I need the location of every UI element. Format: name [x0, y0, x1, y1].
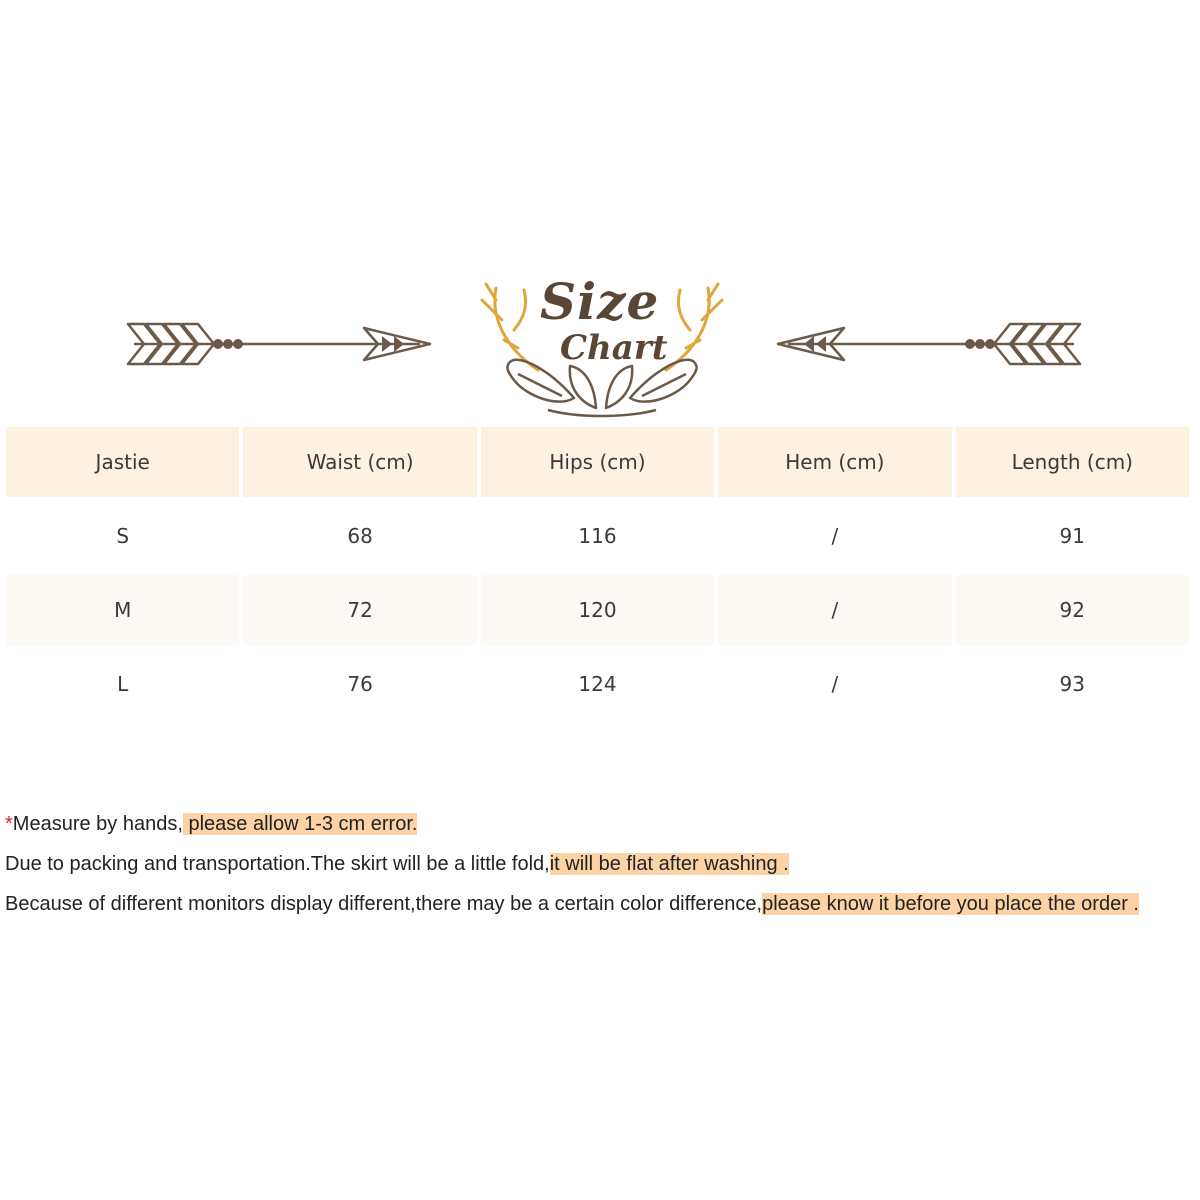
- header-waist: Waist (cm): [243, 427, 476, 497]
- cell-hem: /: [718, 575, 951, 645]
- table-row: [6, 501, 1189, 571]
- cell-hips: 124: [578, 672, 617, 696]
- header-size-label: Jastie: [6, 427, 239, 497]
- cell-hips: 116: [578, 524, 617, 548]
- cell-size: L: [117, 672, 129, 696]
- note-text: Measure by hands,: [12, 813, 183, 835]
- note-highlight: it will be flat after washing .: [549, 853, 789, 875]
- cell-waist: 72: [243, 575, 476, 645]
- table-row: [6, 649, 1189, 719]
- notes-section: [5, 810, 1195, 930]
- chart-title: Chart: [560, 328, 668, 368]
- cell-length: 93: [1059, 672, 1085, 696]
- note-packing: [5, 850, 1195, 878]
- header-length: Length (cm): [956, 427, 1189, 497]
- header-hem: Hem (cm): [718, 427, 951, 497]
- asterisk: *: [5, 813, 13, 835]
- table-header-row: [6, 427, 1189, 497]
- arrow-left-icon: [768, 314, 1088, 374]
- cell-length: 92: [956, 575, 1189, 645]
- cell-hem: /: [831, 524, 839, 548]
- note-color: [5, 890, 1195, 918]
- arrow-right-icon: [120, 314, 440, 374]
- note-highlight: please allow 1-3 cm error.: [182, 813, 418, 835]
- size-chart-emblem: [478, 270, 726, 420]
- header-hips: Hips (cm): [481, 427, 714, 497]
- note-text: Because of different monitors display different,there may be a certain color difference,: [5, 893, 763, 915]
- cell-waist: 76: [347, 672, 373, 696]
- cell-waist: 68: [347, 524, 373, 548]
- size-table: [2, 423, 1193, 723]
- size-chart-header: [0, 270, 1200, 420]
- cell-hem: /: [831, 672, 839, 696]
- note-measure: [5, 810, 1195, 838]
- cell-size: M: [6, 575, 239, 645]
- note-highlight: please know it before you place the order .: [762, 893, 1139, 915]
- cell-length: 91: [1059, 524, 1085, 548]
- size-title: Size: [540, 272, 660, 331]
- cell-hips: 120: [481, 575, 714, 645]
- note-text: Due to packing and transportation.The skirt will be a little fold,: [5, 853, 550, 875]
- cell-size: S: [116, 524, 130, 548]
- table-row: [6, 575, 1189, 645]
